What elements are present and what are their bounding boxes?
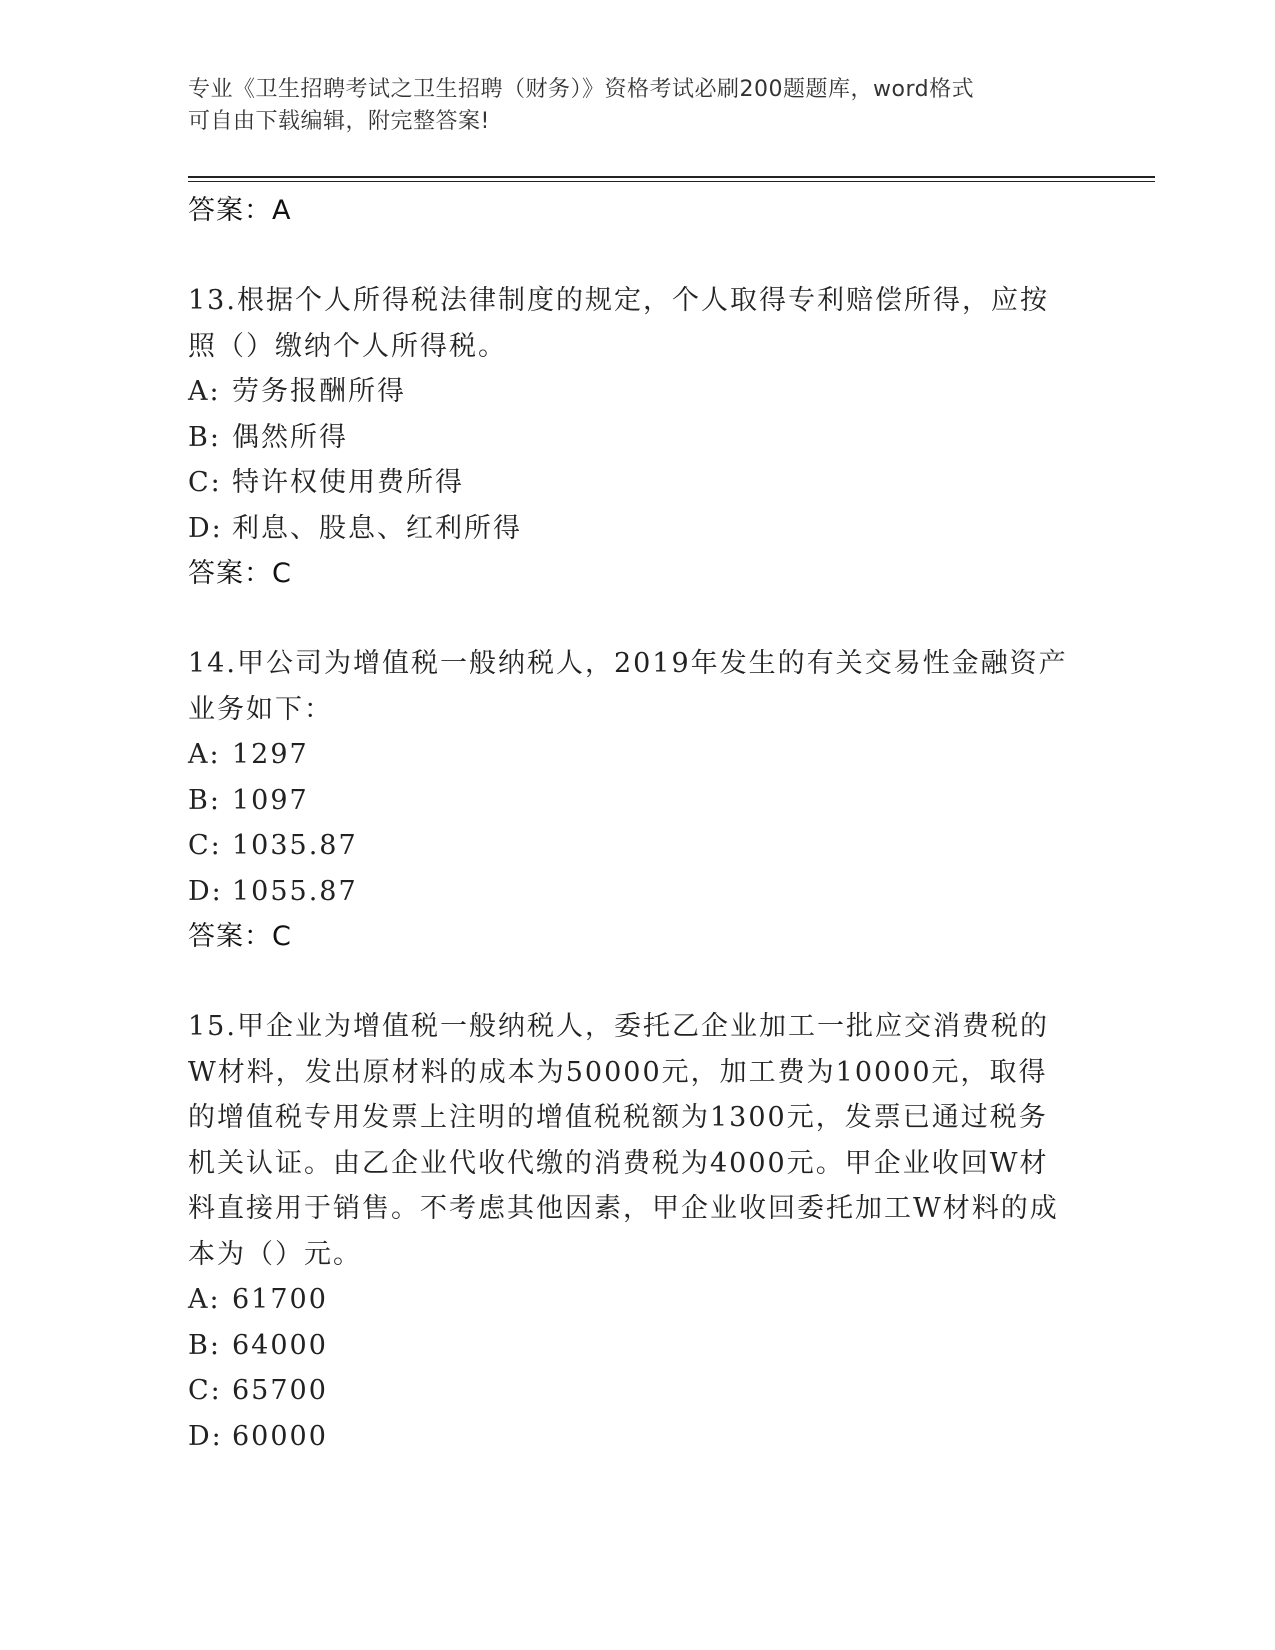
option-text: 特许权使用费所得 (232, 467, 464, 498)
option-text: 1055.87 (232, 875, 358, 907)
option-letter: A: (188, 376, 221, 407)
option-text: 劳务报酬所得 (232, 376, 406, 407)
question-stem: 14.甲公司为增值税一般纳税人，2019年发生的有关交易性金融资产业务如下： (188, 648, 1068, 725)
option-letter: C: (188, 467, 222, 498)
option-letter: B: (188, 421, 221, 453)
option-text: 64000 (232, 1329, 328, 1361)
document-header (188, 74, 1068, 138)
option-a (188, 369, 1088, 415)
option-letter: C: (188, 1375, 222, 1406)
option-letter: D: (188, 875, 223, 907)
option-c (188, 823, 1088, 869)
option-text: 65700 (232, 1375, 328, 1406)
option-letter: A: (188, 739, 221, 770)
option-letter: D: (188, 512, 223, 544)
answer-line: 答案：C (188, 558, 292, 589)
option-d (188, 1414, 1088, 1460)
option-text: 1297 (232, 739, 309, 770)
option-letter: C: (188, 830, 222, 861)
option-letter: B: (188, 1329, 221, 1361)
header-divider-thick (188, 176, 1155, 178)
option-c (188, 1368, 1088, 1414)
option-letter: D: (188, 1420, 223, 1452)
option-b (188, 1323, 1088, 1369)
question-14 (188, 641, 1088, 960)
option-letter: A: (188, 1284, 221, 1315)
question-list (188, 188, 1088, 1459)
option-text: 60000 (232, 1420, 328, 1452)
option-text: 1035.87 (232, 830, 358, 861)
option-a (188, 1277, 1088, 1323)
option-letter: B: (188, 784, 221, 816)
option-d (188, 869, 1088, 915)
answer-line: 答案：C (188, 921, 292, 952)
question-15 (188, 1004, 1088, 1459)
question-13 (188, 278, 1088, 597)
option-d (188, 506, 1088, 552)
question-stem: 15.甲企业为增值税一般纳税人，委托乙企业加工一批应交消费税的W材料，发出原材料的成本为50000元，加工费为10000元，取得的增值税专用发票上注明的增值税税额为1300元，发票已通过税务机关认证。由乙企业代收代缴的消费税为4000元。甲企业收回W材料直接用于销售。不考虑其他因素，甲企业收回委托加工W材料的成本为（）元。 (188, 1011, 1059, 1270)
previous-answer: 答案：A (188, 195, 292, 226)
question-stem: 13.根据个人所得税法律制度的规定，个人取得专利赔偿所得，应按照（）缴纳个人所得税。 (188, 285, 1049, 362)
header-title-line-1: 专业《卫生招聘考试之卫生招聘（财务）》资格考试必刷200题题库，word格式 (188, 77, 975, 102)
option-text: 1097 (232, 784, 309, 816)
option-c (188, 460, 1088, 506)
option-text: 偶然所得 (232, 421, 348, 453)
option-text: 利息、股息、红利所得 (232, 512, 522, 544)
option-b (188, 415, 1088, 461)
header-divider-thin (188, 181, 1155, 182)
option-text: 61700 (232, 1284, 328, 1315)
option-b (188, 778, 1088, 824)
option-a (188, 732, 1088, 778)
header-title-line-2: 可自由下载编辑，附完整答案! (188, 109, 490, 134)
